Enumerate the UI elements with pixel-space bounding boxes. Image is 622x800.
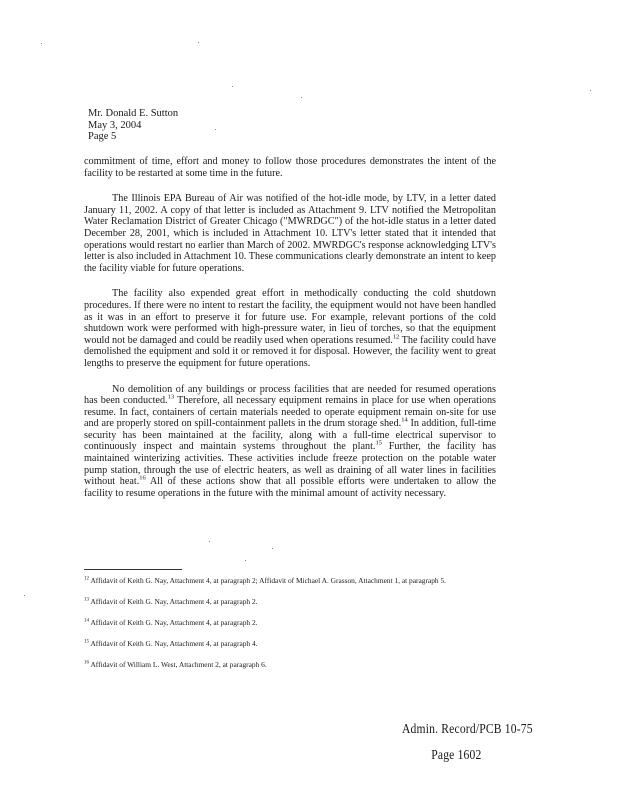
- record-stamp: [402, 716, 533, 768]
- paragraph-text: The facility could have demolished the equipment and sold it or removed it for disposal. However, the facility went to great lengths to preserve the equipment for future operations.: [84, 334, 496, 369]
- letter-body: [84, 156, 496, 513]
- footnote-item: [84, 576, 496, 585]
- footnote-ref: 14: [401, 416, 408, 424]
- footnote-text: Affidavit of Keith G. Nay, Attachment 4, at paragraph 4.: [90, 639, 258, 648]
- paragraph-epa-notification: The Illinois EPA Bureau of Air was notified of the hot-idle mode, by LTV, in a letter dated January 11, 2002. A copy of that letter is included as Attachment 9. LTV notified the Metropolitan Water Reclamation District of Greater Chicago ("MWRDGC") of the hot-idle status in a letter dated December 28, 2001, which is included in Attachment 10. LTV's letter stated that it intended that operations would restart no earlier than March of 2002. MWRDGC's response acknowledging LTV's letter is also included in Attachment 10. These communications clearly demonstrate an intent to keep the facility viable for future operations.: [84, 193, 496, 274]
- scan-speck: [198, 42, 199, 43]
- footnote-ref: 15: [375, 440, 382, 448]
- paragraph-text: Therefore, all necessary equipment remains in place for use when operations resume. In fact, containers of certain materials needed to operate equipment remain on-site for use and are properly stored on spill-containment pallets in the drum storage shed.: [84, 395, 496, 430]
- footnote-number: 13: [84, 597, 89, 603]
- scan-speck: [245, 560, 246, 561]
- footnote-ref: 13: [167, 393, 175, 401]
- footnote-item: [84, 660, 496, 669]
- recipient-name: Mr. Donald E. Sutton: [88, 108, 179, 119]
- footnote-text: Affidavit of Keith G. Nay, Attachment 4, at paragraph 2; Affidavit of Michael A. Grasson, Attachment 1, at paragraph 5.: [90, 576, 446, 585]
- letter-header: [88, 108, 178, 143]
- footnote-number: 14: [84, 618, 89, 624]
- footnote-item: [84, 639, 496, 648]
- scan-speck: [215, 129, 216, 130]
- paragraph-no-demolition: [84, 384, 496, 500]
- paragraph-text: Further, the facility has maintained winterizing activities. These activities include freeze protection on the potable water pump station, through the use of electric heaters, as well as draining of all water lines in facilities without heat.: [84, 441, 496, 488]
- scan-speck: [209, 541, 210, 542]
- letter-date: May 3, 2004: [88, 119, 142, 131]
- paragraph-text: No demolition of any buildings or process facilities that are needed for resumed operations has been conducted.: [84, 383, 496, 407]
- record-page-number: Page 1602: [431, 747, 482, 762]
- footnote-divider: [84, 569, 182, 570]
- footnote-number: 15: [84, 639, 89, 645]
- paragraph-text: All of these actions show that all possible efforts were undertaken to allow the facility to resume operations in the future with the minimal amount of activity necessary.: [84, 476, 496, 499]
- scan-speck: [301, 97, 302, 98]
- footnote-item: [84, 618, 496, 627]
- footnote-item: [84, 597, 496, 606]
- paragraph-continued: commitment of time, effort and money to follow those procedures demonstrates the intent of the facility to be restarted at some time in the future.: [84, 156, 496, 179]
- footnote-text: Affidavit of Keith G. Nay, Attachment 4, at paragraph 2.: [90, 597, 258, 606]
- paragraph-text: In addition, full-time security has been maintained at the facility, along with a full-time electrical supervisor to continuously inspect and maintain systems throughout the plant.: [84, 418, 496, 453]
- paragraph-text: The facility also expended great effort in methodically conducting the cold shutdown procedures. If there were no intent to restart the facility, the equipment would not have been handled as it was in an effort to preserve it for future use. For example, relevant portions of the cold shutdown work were performed with high-pressure water, in lieu of torches, so that the equipment would not be damaged and could be readily used when operations resumed.: [84, 288, 496, 346]
- scan-speck: [41, 43, 42, 44]
- footnote-text: Affidavit of William L. West, Attachment 2, at paragraph 6.: [90, 660, 267, 669]
- scan-speck: [272, 548, 273, 549]
- footnote-number: 12: [84, 576, 89, 582]
- footnote-ref: 16: [139, 474, 146, 482]
- scan-speck: [24, 595, 25, 596]
- footnote-ref: 12: [392, 333, 400, 341]
- footnote-number: 16: [84, 660, 89, 666]
- admin-record-label: Admin. Record/PCB 10-75: [402, 721, 533, 736]
- scan-speck: [590, 90, 591, 91]
- scan-speck: [232, 86, 233, 87]
- letter-page-number: Page 5: [88, 131, 117, 142]
- footnote-text: Affidavit of Keith G. Nay, Attachment 4, at paragraph 2.: [90, 618, 258, 627]
- paragraph-cold-shutdown: [84, 288, 496, 369]
- footnotes: [84, 576, 496, 681]
